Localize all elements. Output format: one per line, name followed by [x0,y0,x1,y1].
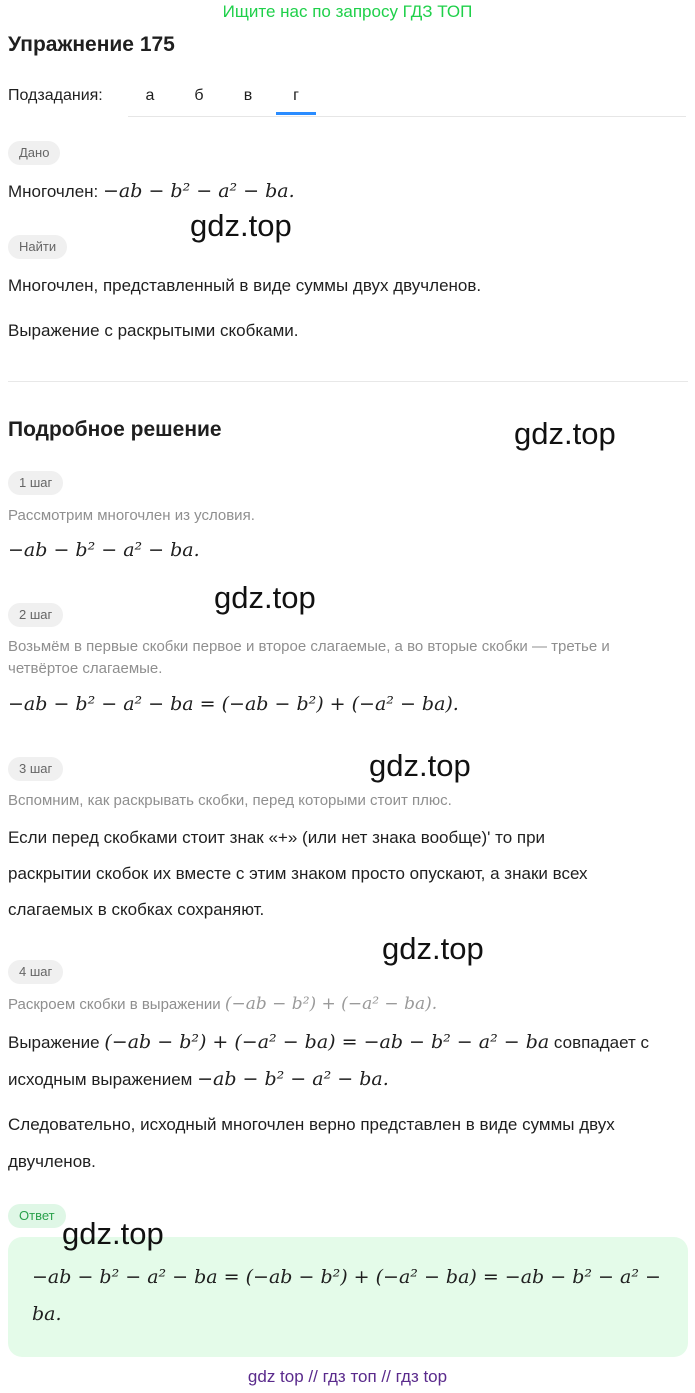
step-2-chip: 2 шаг [8,603,63,627]
step-3-chip: 3 шаг [8,757,63,781]
given-line [8,180,295,203]
divider [8,381,688,382]
conclusion-line1: Следовательно, исходный многочлен верно представлен в виде суммы двух [8,1115,615,1134]
step-4-line2-math: −ab − b² − a² − ba. [197,1068,389,1090]
tab-g[interactable]: г [276,78,316,115]
subtask-tabs [128,78,686,117]
page-title: Упражнение 175 [8,33,175,56]
step-3-line2: раскрытии скобок их вместе с этим знаком просто опускают, а знаки всех [8,864,588,883]
step-1-hint: Рассмотрим многочлен из условия. [8,507,255,524]
step-4-hint-text: Раскроем скобки в выражении [8,996,221,1013]
given-label: Многочлен: [8,182,99,201]
watermark: gdz.top [514,416,616,451]
step-2-hint-line1: Возьмём в первые скобки первое и второе слагаемые, а во вторые скобки — третье и [8,638,610,655]
step-4-line2-text: исходным выражением [8,1070,193,1089]
tab-b[interactable]: б [194,87,204,104]
watermark: gdz.top [214,580,316,615]
step-2-hint-line2: четвёртое слагаемые. [8,660,163,677]
solution-title: Подробное решение [8,418,222,441]
step-4-line1 [8,1031,649,1054]
step-4-line1-tail: совпадает с [553,1033,650,1052]
find-line1: Многочлен, представленный в виде суммы двух двучленов. [8,276,482,295]
footer-links[interactable]: gdz top // гдз топ // гдз top [247,1367,448,1386]
tab-a[interactable]: а [145,87,155,104]
answer-chip: Ответ [8,1204,66,1228]
conclusion-line2: двучленов. [8,1152,96,1171]
step-3-line3: слагаемых в скобках сохраняют. [8,900,265,919]
subtasks-label: Подзадания: [8,87,103,104]
watermark: gdz.top [382,931,484,966]
step-4-chip: 4 шаг [8,960,63,984]
step-4-hint-math: (−ab − b²) + (−a² − ba). [224,994,438,1014]
find-line2: Выражение с раскрытыми скобками. [8,321,299,340]
answer-math-line2: ba. [32,1303,62,1325]
step-3-line1: Если перед скобками стоит знак «+» (или нет знака вообще)' то при [8,828,546,847]
watermark: gdz.top [62,1216,164,1251]
step-4-line2 [8,1068,389,1091]
answer-box [8,1237,688,1357]
step-1-chip: 1 шаг [8,471,63,495]
step-1-math: −ab − b² − a² − ba. [8,539,200,561]
step-3-hint: Вспомним, как раскрывать скобки, перед которыми стоит плюс. [8,792,452,809]
top-banner[interactable]: Ищите нас по запросу ГДЗ ТОП [222,2,473,21]
step-4-line1-math: (−ab − b²) + (−a² − ba) = −ab − b² − a² − ba [104,1031,550,1053]
given-chip: Дано [8,141,60,165]
watermark: gdz.top [190,208,292,243]
watermark: gdz.top [369,748,471,783]
step-4-line1-text: Выражение [8,1033,100,1052]
step-4-hint [8,993,437,1016]
find-chip: Найти [8,235,67,259]
tab-v[interactable]: в [243,87,253,104]
step-2-math: −ab − b² − a² − ba = (−ab − b²) + (−a² − ba). [8,693,459,715]
answer-math-line1: −ab − b² − a² − ba = (−ab − b²) + (−a² − ba) = −ab − b² − a² − [32,1266,661,1288]
given-math: −ab − b² − a² − ba. [103,180,295,202]
